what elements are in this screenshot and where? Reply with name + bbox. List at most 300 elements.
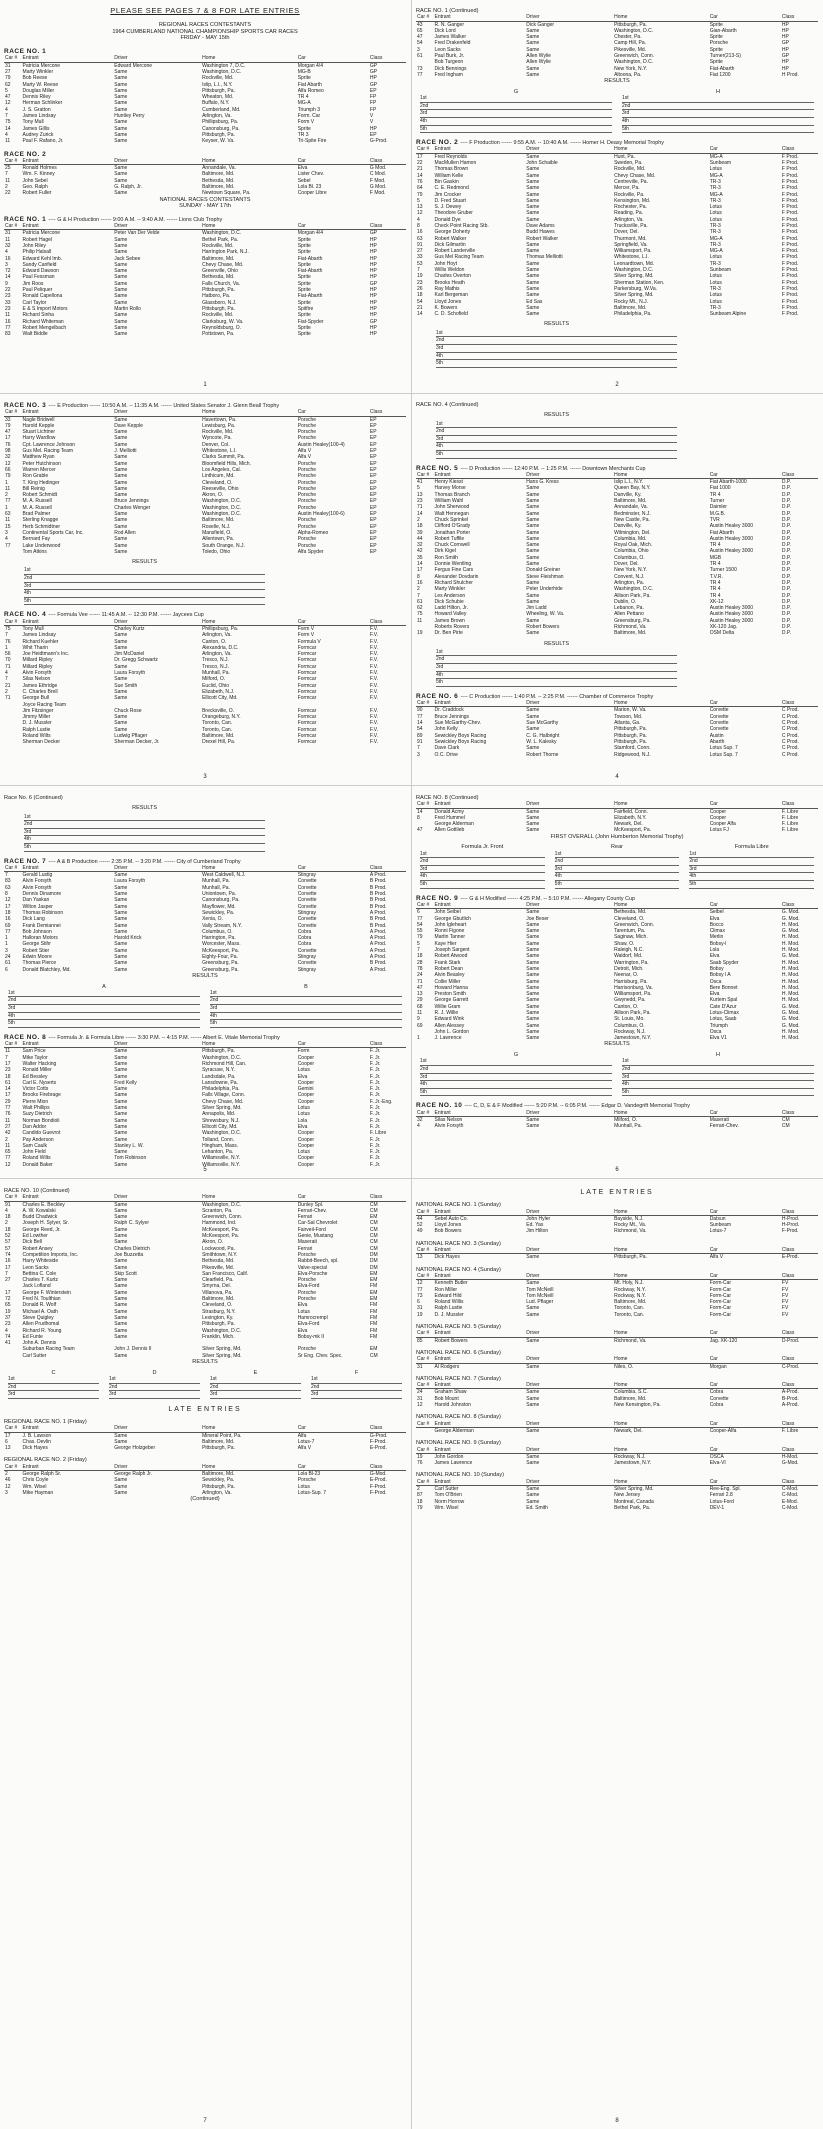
table-cell: Same (526, 1035, 540, 1042)
table-cell: 65 (5, 1302, 11, 1309)
table-cell: John Kelly (434, 726, 458, 733)
table-cell: Washington, D.C. (202, 1201, 242, 1208)
race-subtitle: ---- C Production ------ 1:40 P.M. -- 2:25 P.M. ------ Chamber of Commerce Trophy (460, 693, 654, 700)
table-cell: 87 (417, 1492, 423, 1499)
table-cell: Lotus (709, 166, 722, 173)
table-cell: F.V. (369, 644, 379, 651)
table-cell: E & S Import Motors (22, 305, 68, 312)
table-cell: Bob Johnson (22, 928, 52, 935)
table-cell: Porsche (297, 435, 317, 442)
results-box (24, 559, 265, 605)
table-cell: Karl Bergeman (434, 292, 468, 299)
table-cell: F Prod. (781, 204, 799, 211)
column-header: Class (369, 1425, 406, 1432)
table-cell: Same (114, 1086, 128, 1093)
table-cell: 4 (5, 131, 8, 138)
results-line: 3rd (622, 1074, 814, 1082)
table-cell: Robert Bowers (526, 623, 560, 630)
table-cell: HP (369, 236, 377, 243)
table-cell: TR-3 (709, 222, 721, 229)
table-cell: 85 (417, 1337, 423, 1344)
table-cell: Elva (297, 1123, 308, 1130)
table-cell: Pittsburgh, Pa. (614, 21, 647, 28)
table-cell: Lotus Sup. 7 (709, 751, 738, 758)
table-cell: Porsche (297, 485, 317, 492)
table-cell: Sunbeam (709, 267, 732, 274)
table-cell: Silver Spring, Md. (202, 1105, 242, 1112)
table-cell: Washington, D.C. (202, 68, 242, 75)
table-cell: MG-A (709, 235, 723, 242)
table-cell: Sprite (297, 324, 311, 331)
table-cell: A Prod. (369, 928, 387, 935)
table-cell: F-Prod. (781, 1228, 799, 1235)
results-column (210, 984, 402, 1028)
race-continued-title: RACE NO. 1 (Continued) (416, 8, 479, 14)
table-cell: Washington, D.C. (202, 504, 242, 511)
table-cell: F Prod. (781, 267, 799, 274)
table-cell: Bill Reinig (22, 485, 45, 492)
table-cell: D.P. (781, 491, 791, 498)
table-cell: HP (369, 125, 377, 132)
table-cell: Cleveland, O. (202, 479, 233, 486)
table-cell: Lotus-7 (709, 1228, 727, 1235)
table-cell: EP (369, 87, 377, 94)
column-header: Car (709, 14, 781, 21)
table-cell: 18 (5, 1073, 11, 1080)
table-cell: Austin Healey 3000 (709, 535, 754, 542)
table-cell: D.P. (781, 529, 791, 536)
table-cell: Waldorf, Md. (614, 953, 643, 960)
table-cell: Cobra (297, 928, 312, 935)
table-cell: Pittsburgh, Pa. (614, 726, 647, 733)
table-cell: Brecksville, O. (202, 707, 235, 714)
table-cell: 77 (5, 542, 11, 549)
table-cell: H-Mod. (781, 1453, 799, 1460)
table-cell: Sewickley Boys Racing (434, 732, 487, 739)
table-cell: Harry Whiteside (22, 1258, 59, 1265)
table-cell: Same (114, 1489, 128, 1496)
table-cell: MG-A (709, 172, 723, 179)
column-header: Home (201, 409, 297, 416)
race-subtitle: ---- Formula Vee ------ 11:45 A.M. -- 12:30 P.M. ------ Jaycees Cup (48, 612, 204, 619)
table-cell: Trucksville, Pa. (614, 222, 648, 229)
column-header: Entrant (434, 1382, 526, 1389)
column-divider (411, 0, 412, 2129)
table-cell: Glassboro, N.J. (202, 299, 237, 306)
table-cell: 4 (5, 1327, 8, 1334)
column-header: Class (781, 1447, 818, 1454)
table-cell: Thurmont, Md. (614, 235, 647, 242)
table-cell: Ludwig Pflager (114, 733, 148, 740)
table-cell: Raleigh, N.C. (614, 947, 644, 954)
table-cell: Roland Wilts (22, 733, 51, 740)
results-class-label: B (304, 983, 308, 990)
table-cell: James Walker (434, 34, 467, 41)
table-cell: Same (114, 249, 128, 256)
table-cell: Lotus (297, 1105, 310, 1112)
table-cell: Sprite (297, 299, 311, 306)
table-cell: 2 (5, 1471, 8, 1478)
table-cell: Carl Sutter (22, 1352, 47, 1359)
table-cell: Same (114, 1352, 128, 1359)
table-cell: FV (781, 1286, 789, 1293)
table-cell: Stingray (297, 966, 317, 973)
table-row (4, 872, 406, 879)
table-cell: Same (114, 460, 128, 467)
table-cell: Walter Hacking (22, 1060, 57, 1067)
table-row (416, 1389, 818, 1396)
column-header: Home (613, 1479, 709, 1486)
table-row (416, 311, 818, 317)
table-cell: Lockwood, Pa. (202, 1245, 235, 1252)
table-cell: Joseph H. Sylyer, Sr. (22, 1220, 69, 1227)
table-cell: G. Mod. (781, 928, 800, 935)
table-cell: Wilmington, Del. (614, 529, 651, 536)
table-row (416, 153, 818, 160)
table-cell: 27 (5, 1277, 11, 1284)
table-cell: Same (114, 68, 128, 75)
table-cell: FM (369, 1333, 378, 1340)
table-cell: F.V. (369, 688, 379, 695)
table-cell: Same (114, 1214, 128, 1221)
table-cell: 31 (417, 1305, 423, 1312)
table-cell: 12 (5, 100, 11, 107)
results-line: 5th (420, 881, 545, 889)
column-header: Entrant (434, 146, 526, 153)
table-cell: Same (526, 1363, 540, 1370)
entry-table (416, 1479, 818, 1511)
table-cell: 22 (417, 160, 423, 167)
table-cell: Cleveland, O. (614, 915, 645, 922)
table-cell: Strasburg, N.Y. (202, 1308, 236, 1315)
table-cell: Same (114, 891, 128, 898)
table-cell: H-Prod. (781, 1222, 800, 1229)
program-page-7 (4, 1182, 406, 2126)
table-cell: 8 (5, 891, 8, 898)
column-header: Car (709, 801, 781, 808)
table-cell: Alfa V (709, 1254, 724, 1261)
table-cell: Edwin Moore (22, 954, 52, 961)
race-number: RACE NO. 2 (4, 150, 47, 158)
table-cell: Chevy Chase, Md. (202, 261, 244, 268)
results-line: 3rd (420, 1074, 612, 1082)
table-cell: James Lindsay (22, 113, 56, 120)
column-header: Car (297, 1425, 369, 1432)
column-header: Entrant (22, 1041, 114, 1048)
table-cell: Same (526, 1305, 540, 1312)
table-row (416, 1215, 818, 1222)
column-header: Car # (4, 1464, 22, 1471)
table-cell: MG-A (297, 100, 311, 107)
table-cell: Same (114, 1117, 128, 1124)
table-cell: 47 (5, 429, 11, 436)
table-cell: H. Mod. (781, 940, 800, 947)
table-cell: F Prod. (781, 235, 799, 242)
entry-table (416, 1273, 818, 1318)
table-cell: Harrisonburg, Va. (614, 984, 653, 991)
table-cell: CM (369, 1352, 378, 1359)
table-cell: Donnie Wentling (434, 561, 472, 568)
table-cell: 83 (5, 331, 11, 338)
column-header: Car (709, 902, 781, 909)
table-cell: F. Jr. (369, 1086, 381, 1093)
table-cell: Form-Car (709, 1280, 732, 1287)
table-cell: Same (526, 598, 540, 605)
table-cell: Corvette (709, 707, 729, 714)
table-cell: St. Louis, Mo. (614, 1016, 645, 1023)
table-cell: Jim Hilton (526, 1228, 549, 1235)
table-cell: 3 (5, 529, 8, 536)
table-cell: Canton, O. (614, 1003, 639, 1010)
column-header: Home (201, 223, 297, 230)
race-continued-title: NATIONAL RACE NO. 9 (Sunday) (416, 1440, 501, 1447)
table-cell: Donald Dye (434, 216, 461, 223)
table-cell: Patricia Mercone (22, 230, 61, 237)
program-page-2 (416, 2, 818, 390)
table-cell: Lola Bl-23 (297, 1471, 321, 1478)
continued-note: (Continued) (190, 1496, 220, 1503)
table-cell: F.V. (369, 638, 379, 645)
table-cell: 32 (417, 1116, 423, 1123)
table-cell: D.P. (781, 630, 791, 637)
table-cell: Baltimore, Md. (614, 630, 647, 637)
table-row (416, 1337, 818, 1344)
column-header: Car (709, 1110, 781, 1117)
column-header: Home (201, 1464, 297, 1471)
table-cell: Same (114, 466, 128, 473)
table-cell: 4 (417, 1123, 420, 1130)
table-cell: Wm. Wisel (22, 1483, 47, 1490)
table-cell: William Kelle (434, 172, 464, 179)
column-header: Car (297, 55, 369, 62)
column-header: Driver (525, 146, 613, 153)
table-cell: Willie Gram (434, 1003, 461, 1010)
table-cell: Lotus (297, 1483, 310, 1490)
table-cell: D.P. (781, 605, 791, 612)
table-cell: F-Prod. (369, 1483, 387, 1490)
results-line: 4th (689, 873, 814, 881)
table-cell: FM (369, 1321, 378, 1328)
table-cell: Same (526, 1402, 540, 1409)
table-cell: TR-3 (709, 197, 721, 204)
table-cell: A Prod. (369, 941, 387, 948)
table-cell: Clarks Summit, Pa. (202, 454, 245, 461)
race-continued-title: RACE NO. 4 (Continued) (416, 402, 479, 408)
table-cell: Robert Thorne (526, 751, 559, 758)
entry-table (4, 1425, 406, 1451)
table-cell: Newark, Del. (614, 1427, 643, 1434)
table-cell: Norman Bondioli (22, 1117, 60, 1124)
table-cell: 91 (417, 738, 423, 745)
table-cell: Sue McGarthy (526, 720, 559, 727)
table-cell: Washington, D.C. (614, 59, 654, 66)
table-cell: Same (526, 46, 540, 53)
race-continued-title: REGIONAL RACE NO. 1 (Friday) (4, 1418, 87, 1425)
table-cell: Cooper Alfa (709, 821, 736, 828)
table-cell: Form-Car (709, 1292, 732, 1299)
table-cell: Same (526, 561, 540, 568)
table-cell: Sam Price (22, 1048, 46, 1055)
table-cell: Same (114, 416, 128, 423)
table-cell: Same (114, 100, 128, 107)
table-cell: Same (114, 1207, 128, 1214)
table-cell: Mayflower, Md. (202, 903, 236, 910)
center-heading: FIRST OVERALL (John Humberton Memorial Trophy) (550, 833, 684, 840)
table-cell: Columbus, O. (614, 554, 645, 561)
table-cell: 22 (5, 190, 11, 197)
table-cell: Lotus (297, 1149, 310, 1156)
results-line: 1st (436, 330, 677, 338)
table-cell: Ellicott City, Md. (202, 1123, 238, 1130)
column-header: Driver (113, 1425, 201, 1432)
race-subtitle: ---- C, D, E & F Modified ------ 5:20 P.M. -- 6:05 P.M. ------ Edgar D. Vandegrift Memorial Trophy (464, 1103, 690, 1110)
table-cell: Same (526, 40, 540, 47)
table-cell: Suzy Dietrich (22, 1111, 52, 1118)
table-cell: Porsche (297, 479, 317, 486)
table-cell: Porsche (297, 1296, 317, 1303)
table-cell: Denver, Col. (202, 441, 230, 448)
results-line: 3rd (555, 866, 680, 874)
race-number: RACE NO. 6 (416, 692, 459, 700)
table-cell: F. Libre (369, 1130, 387, 1137)
table-cell: Austin Healey 3000 (709, 605, 754, 612)
center-heading: SUNDAY - MAY 17th (179, 203, 231, 210)
table-cell: Same (114, 299, 128, 306)
column-header: Entrant (434, 1356, 526, 1363)
column-header: Home (613, 902, 709, 909)
table-cell: Lola (297, 1117, 308, 1124)
results-line: 2nd (210, 1384, 301, 1392)
table-cell: Formcar (297, 739, 317, 746)
table-cell: Corvette (297, 891, 317, 898)
column-header: Car (709, 1382, 781, 1389)
column-header: Driver (113, 55, 201, 62)
column-header: Car # (416, 1356, 434, 1363)
table-cell: Lotus (709, 279, 722, 286)
results-line: 5th (622, 126, 814, 134)
table-cell: C Mod. (369, 171, 387, 178)
table-cell: Suburban Racing Team (22, 1346, 75, 1353)
entry-table (416, 1421, 818, 1435)
race-continued-title: NATIONAL RACE NO. 4 (Sunday) (416, 1266, 501, 1273)
table-cell: Porsche (297, 504, 317, 511)
table-cell: Same (526, 260, 540, 267)
table-cell: Charley Kurtz (114, 625, 145, 632)
table-cell: 17 (5, 903, 11, 910)
table-cell: Allison Park, Pa. (614, 1009, 651, 1016)
results-line: 5th (689, 881, 814, 889)
results-line: 4th (436, 443, 677, 451)
table-cell: Formula V (297, 638, 321, 645)
table-cell: EP (369, 485, 377, 492)
table-cell: Sprite (297, 75, 311, 82)
table-cell: V (369, 119, 374, 126)
table-cell: F Prod. (781, 197, 799, 204)
table-cell: 7 (5, 1270, 8, 1277)
table-cell: H. Mod. (781, 991, 800, 998)
table-cell: Cooper (297, 1130, 315, 1137)
table-cell: Same (526, 909, 540, 916)
table-cell: Same (114, 125, 128, 132)
table-cell: 19 (417, 1453, 423, 1460)
table-cell: 53 (417, 260, 423, 267)
table-cell: Rochester, Pa. (614, 204, 647, 211)
table-cell: Same (526, 510, 540, 517)
table-cell: D.P. (781, 516, 791, 523)
column-header: Class (369, 1464, 406, 1471)
table-cell: F.V. (369, 714, 379, 721)
column-header: Car # (4, 223, 22, 230)
table-cell: Willamsville, N.Y. (202, 1155, 241, 1162)
table-cell: Richard R. Young (22, 1327, 62, 1334)
late-entries-title: LATE ENTRIES (168, 1405, 242, 1413)
table-cell: Porsche (297, 523, 317, 530)
table-cell: Ron Smith (434, 554, 458, 561)
table-cell: F Prod. (781, 172, 799, 179)
table-cell: Merlin (709, 934, 724, 941)
table-cell: Same (526, 1116, 540, 1123)
table-cell: CM (369, 1220, 378, 1227)
column-header: Car (297, 1464, 369, 1471)
table-cell: Porsche (297, 492, 317, 499)
heading-line: REGIONAL RACES CONTESTANTS (158, 22, 252, 29)
table-cell: Towson, Md. (614, 713, 643, 720)
center-heading: NATIONAL RACES CONTESTANTS (159, 196, 251, 203)
column-header: Driver (525, 1447, 613, 1454)
table-cell: D.P. (781, 485, 791, 492)
table-cell: 13 (5, 1445, 11, 1452)
table-cell: Same (114, 947, 128, 954)
table-cell: Same (114, 548, 128, 555)
table-cell: Same (114, 287, 128, 294)
table-cell: Baltimore, Md. (614, 304, 647, 311)
table-cell: Chris Coyle (22, 1477, 49, 1484)
table-cell: Uniontown, Pa. (202, 891, 236, 898)
table-cell: Ed. Yas (526, 1222, 544, 1229)
table-cell: D.P. (781, 611, 791, 618)
table-cell: 63 (417, 235, 423, 242)
results-line: 3rd (420, 110, 612, 118)
table-cell: Howard Valley (434, 611, 467, 618)
table-cell: 75 (417, 611, 423, 618)
table-cell: John Seibel (434, 909, 461, 916)
table-cell: Richmond, Va. (614, 1337, 647, 1344)
table-cell: G. Mod. (781, 1009, 800, 1016)
table-cell: Hunt, Pa. (614, 153, 635, 160)
table-cell: Same (114, 695, 128, 702)
table-cell: Al Rodgers (434, 1363, 460, 1370)
table-cell: New Jersey (614, 1492, 641, 1499)
table-cell: C-Mod. (781, 1492, 799, 1499)
race-number: RACE NO. 2 (416, 139, 459, 147)
table-cell: Munhall, Pa. (202, 884, 230, 891)
table-cell: Same (526, 548, 540, 555)
table-cell: 19 (5, 1308, 11, 1315)
column-header: Home (201, 1194, 297, 1201)
table-cell: Lotus-Climax (709, 1009, 739, 1016)
table-cell: G. Mod. (781, 909, 800, 916)
table-cell: F Prod. (781, 241, 799, 248)
table-cell: 63 (5, 884, 11, 891)
table-cell: Danville, Ky. (614, 491, 642, 498)
table-cell: Sprite (297, 287, 311, 294)
entry-table (4, 1194, 406, 1359)
table-cell: 1 (417, 1035, 420, 1042)
table-cell: 1 (5, 479, 8, 486)
table-cell: Same (526, 1016, 540, 1023)
table-cell: F. Jr.-Eng. (369, 1098, 393, 1105)
results-columns (8, 1370, 402, 1399)
